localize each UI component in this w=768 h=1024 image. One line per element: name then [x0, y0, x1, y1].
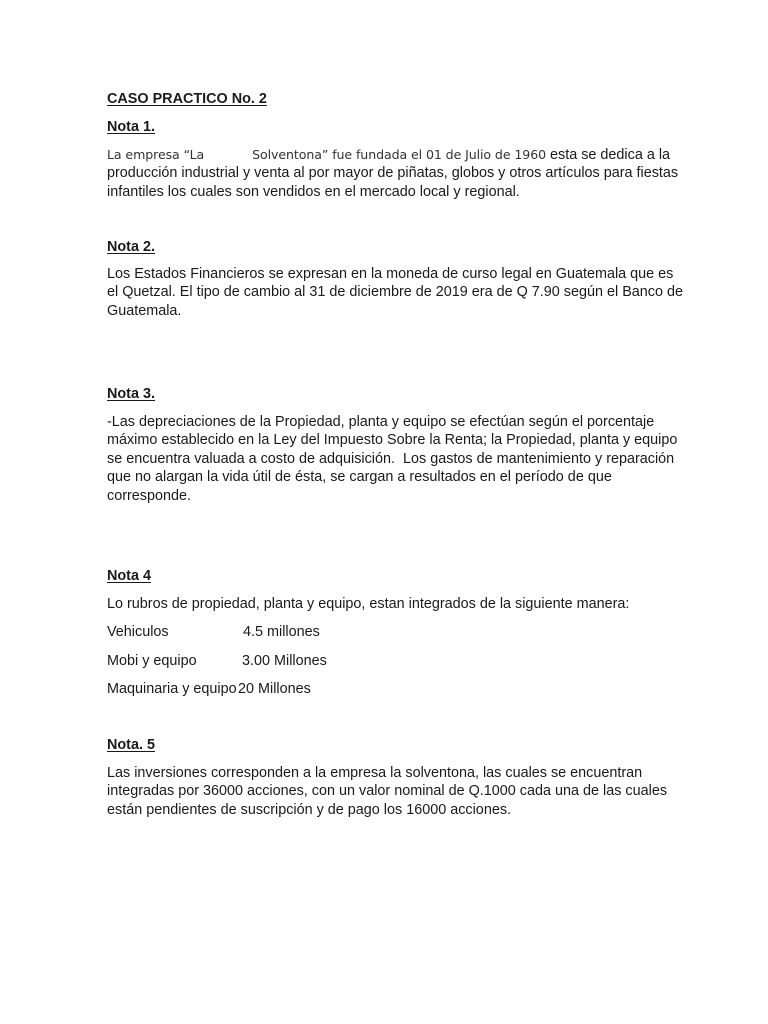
note-5-heading: Nota. 5 — [107, 737, 155, 753]
note-3-paragraph — [107, 413, 678, 505]
note-4-heading: Nota 4 — [107, 568, 151, 584]
note-1-line-2: producción industrial y venta al por mayor de piñatas, globos y otros artículos para fiestas — [107, 165, 679, 182]
note-1-line-1-end: esta se dedica a la — [546, 147, 671, 163]
note-2-line-1: Los Estados Financieros se expresan en la moneda de curso legal en Guatemala que es — [107, 266, 674, 282]
note-2-paragraph — [107, 265, 683, 320]
asset-item-label: Mobi y equipo — [107, 653, 197, 669]
note-1-line-1 — [107, 146, 671, 164]
note-1-heading: Nota 1. — [107, 119, 155, 135]
note-5-line-2: integradas por 36000 acciones, con un valor nominal de Q.1000 cada una de las cuales — [107, 783, 668, 800]
asset-item-mobiliario — [107, 652, 327, 670]
note-4-intro: Lo rubros de propiedad, planta y equipo, estan integrados de la siguiente manera: — [107, 596, 630, 612]
note-5-line-3: están pendientes de suscripción y de pago los 16000 acciones. — [107, 801, 512, 818]
asset-item-value: 3.00 Millones — [242, 653, 327, 669]
note-5-line-1: Las inversiones corresponden a la empresa la solventona, las cuales se encuentran — [107, 765, 643, 781]
note-2-line-3: Guatemala. — [107, 302, 182, 319]
asset-item-label: Vehiculos — [107, 624, 169, 640]
note-1-company-founding: Solventona” fue fundada el 01 de Julio de 1960 — [252, 147, 547, 162]
note-3-line-1: -Las depreciaciones de la Propiedad, planta y equipo se efectúan según el porcentaje — [107, 414, 655, 430]
note-3-line-2: máximo establecido en la Ley del Impuesto Sobre la Renta; la Propiedad, planta y equipo — [107, 432, 678, 449]
note-1-paragraph — [107, 146, 679, 201]
note-3-line-5: corresponde. — [107, 487, 191, 504]
asset-item-value: 4.5 millones — [243, 624, 320, 640]
asset-item-vehiculos — [107, 623, 320, 641]
note-3-line-3: se encuentra valuada a costo de adquisición. Los gastos de mantenimiento y reparación — [107, 450, 675, 467]
note-5-paragraph — [107, 764, 667, 819]
document-title: CASO PRACTICO No. 2 — [107, 91, 267, 107]
note-3-heading: Nota 3. — [107, 386, 155, 402]
note-1-line-3: infantiles los cuales son vendidos en el mercado local y regional. — [107, 183, 520, 200]
asset-item-maquinaria — [107, 680, 311, 698]
note-2-heading: Nota 2. — [107, 239, 155, 255]
note-2-line-2: el Quetzal. El tipo de cambio al 31 de diciembre de 2019 era de Q 7.90 según el Banco de — [107, 284, 683, 301]
note-1-company-intro: La empresa “La — [107, 147, 205, 162]
note-3-line-4: que no alargan la vida útil de ésta, se cargan a resultados en el período de que — [107, 469, 612, 486]
asset-item-value: 20 Millones — [238, 681, 311, 697]
asset-item-label: Maquinaria y equipo — [107, 681, 237, 697]
